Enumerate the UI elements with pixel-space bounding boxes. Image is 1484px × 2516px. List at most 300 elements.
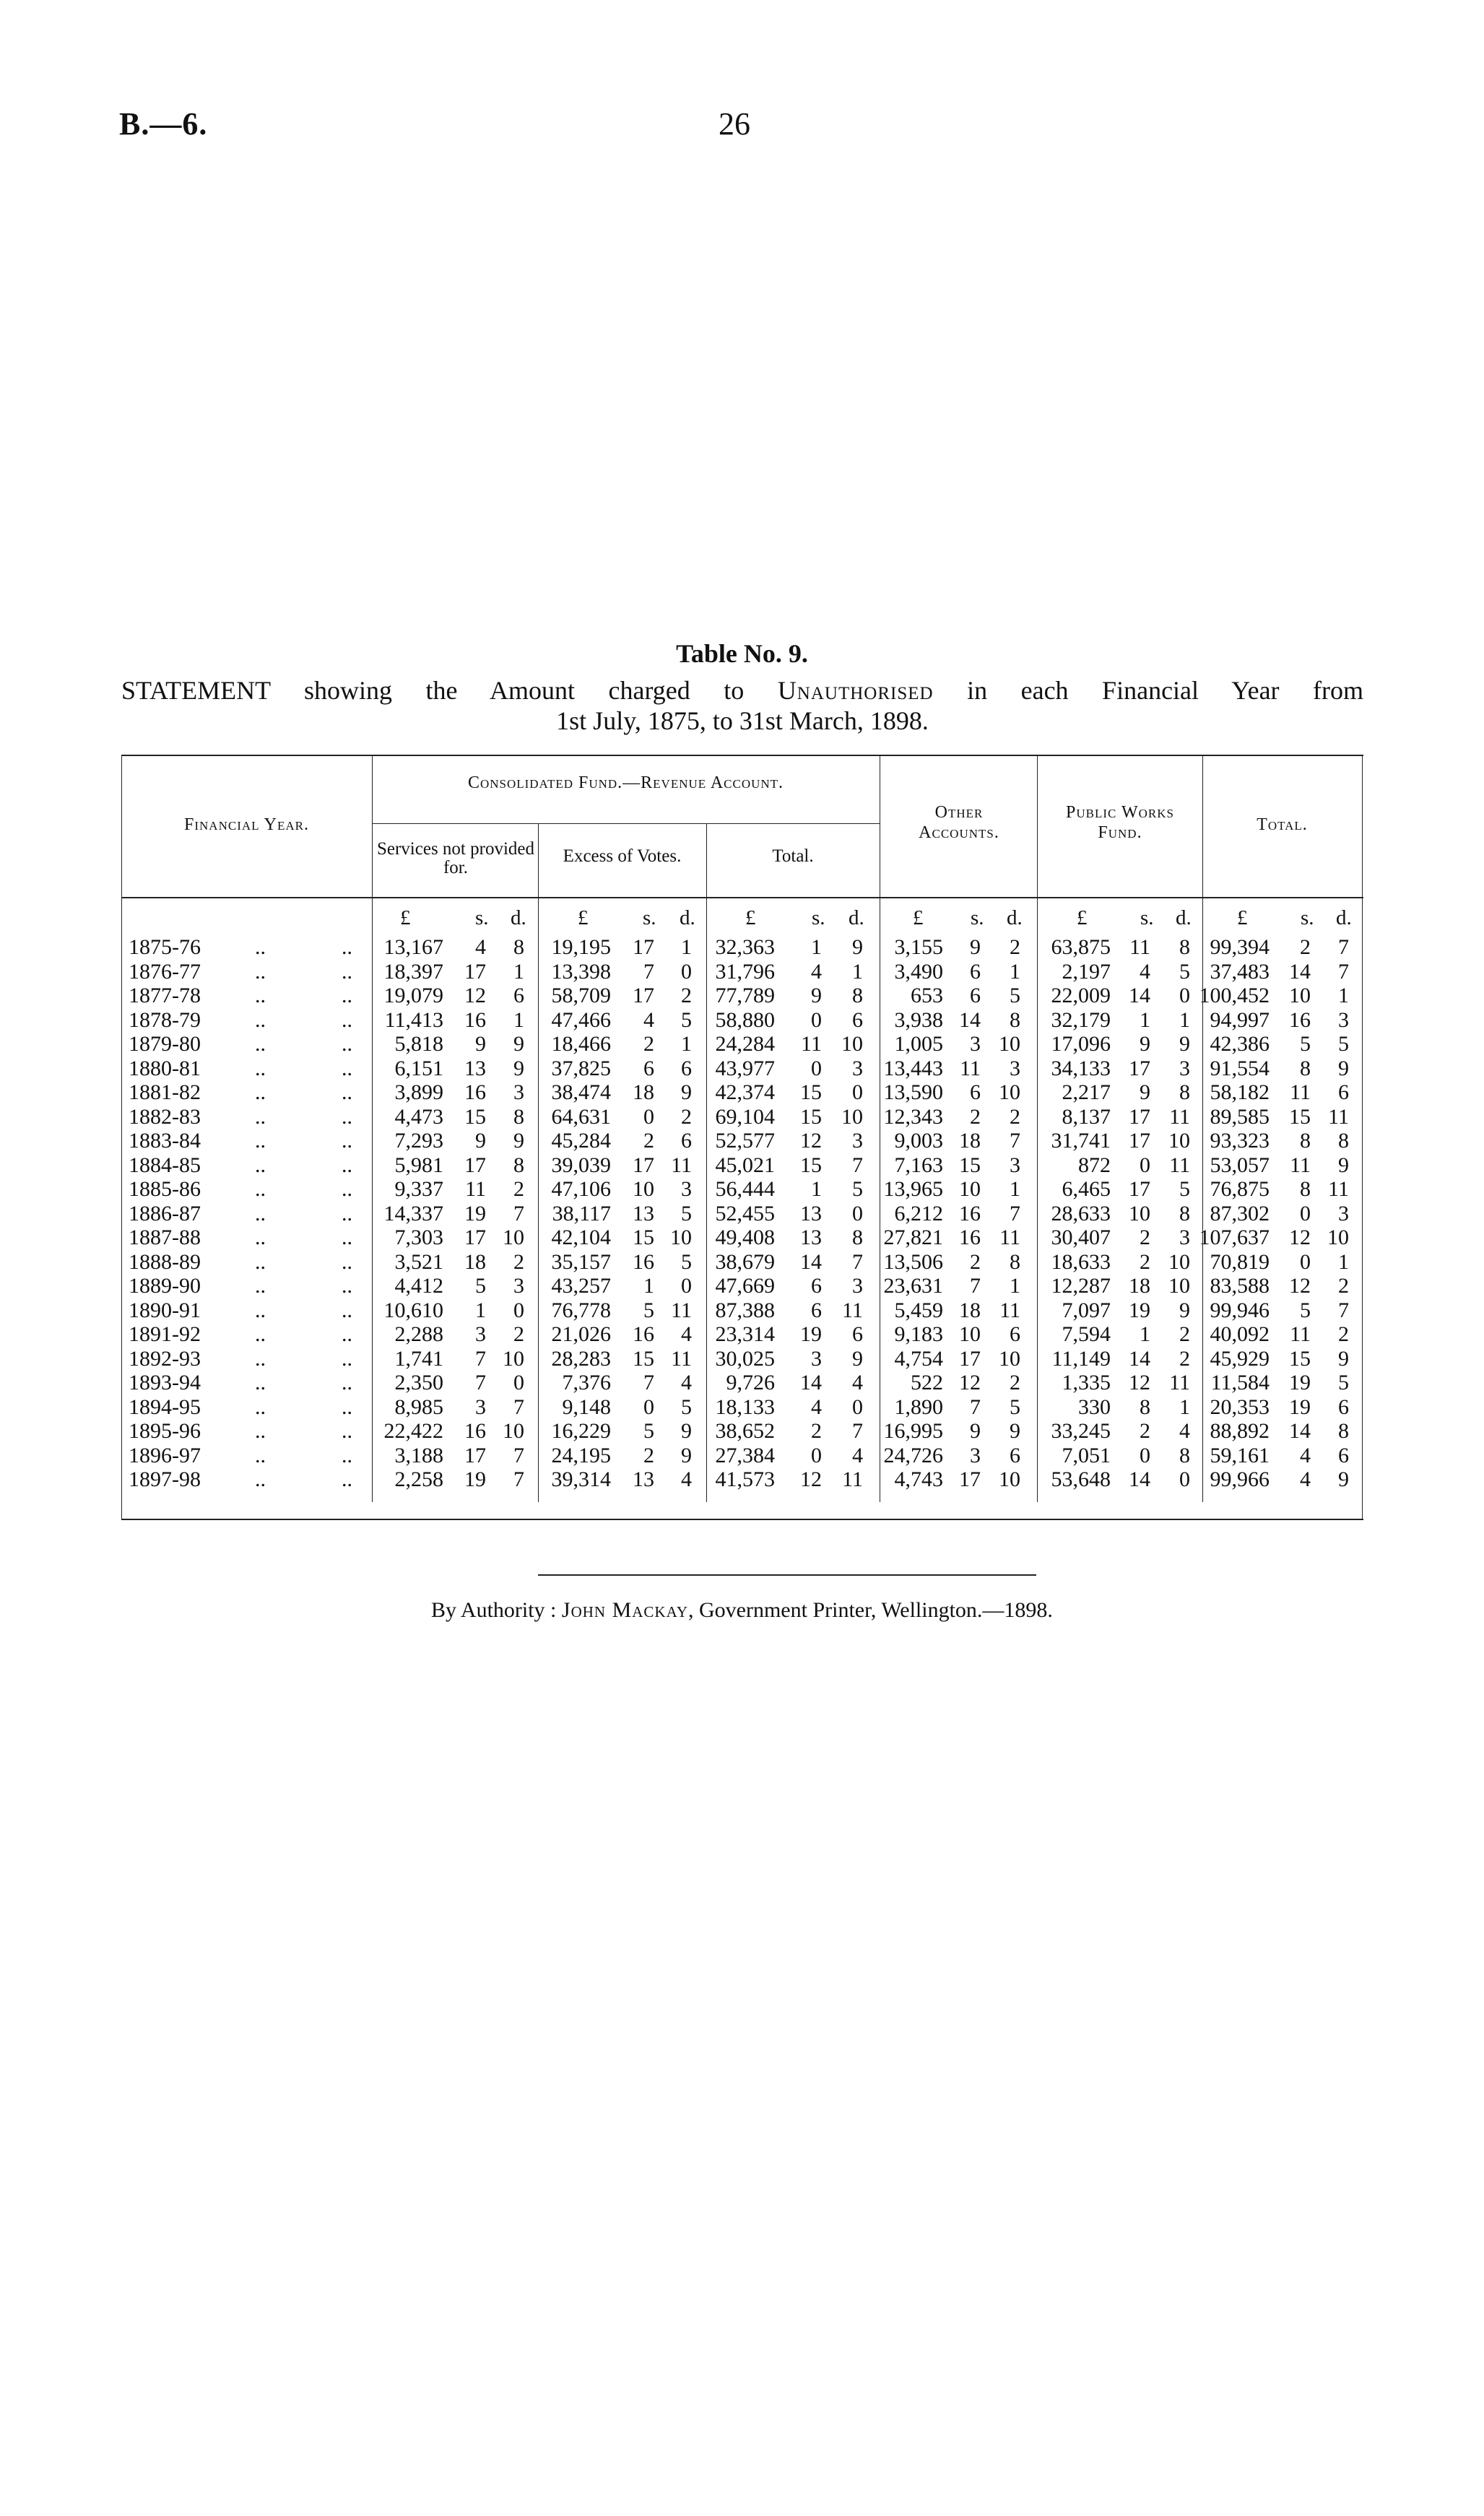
c4-pounds: 9,003: [894, 1129, 943, 1153]
c6-pence: 10: [1327, 1226, 1349, 1249]
c2-pounds: 38,117: [552, 1201, 611, 1226]
c1-pounds: 3,188: [394, 1443, 443, 1467]
c6-shillings: 12: [1289, 1274, 1311, 1298]
c6-pounds: 88,892: [1210, 1419, 1270, 1443]
c2-pounds: 24,195: [551, 1443, 611, 1467]
c3-shillings: 12: [800, 1129, 822, 1153]
c6-pounds: 45,929: [1210, 1346, 1270, 1371]
footer-rule: [538, 1574, 1036, 1576]
c5-pounds: 8,137: [1062, 1104, 1111, 1129]
unit-shilling: s.: [1140, 906, 1154, 929]
leader-dots: ..: [342, 935, 352, 959]
c4-pounds: 12,343: [883, 1104, 943, 1129]
c2-pence: 9: [681, 1080, 692, 1104]
imprint-printer-name: John Mackay: [561, 1598, 688, 1622]
c2-pence: 1: [681, 935, 692, 959]
c2-pence: 11: [671, 1298, 692, 1322]
leader-dots: ..: [342, 959, 352, 984]
c1-shillings: 17: [464, 1226, 486, 1249]
c1-shillings: 4: [475, 935, 486, 959]
c6-pounds: 100,452: [1199, 984, 1270, 1007]
c3-pounds: 58,880: [715, 1007, 775, 1032]
c2-pounds: 18,466: [551, 1032, 611, 1056]
leader-dots: ..: [255, 1467, 266, 1491]
c1-pence: 9: [513, 1056, 524, 1080]
c1-shillings: 15: [464, 1104, 486, 1129]
c2-pence: 9: [681, 1443, 692, 1467]
c4-shillings: 7: [970, 1274, 981, 1298]
leader-dots: ..: [342, 1104, 352, 1129]
c3-pounds: 30,025: [715, 1346, 775, 1371]
c5-shillings: 12: [1129, 1371, 1150, 1394]
c3-pence: 11: [842, 1467, 863, 1491]
leader-dots: ..: [342, 1346, 352, 1371]
c1-pounds: 5,981: [394, 1153, 443, 1177]
c3-pence: 10: [841, 1032, 863, 1056]
c3-pounds: 42,374: [715, 1080, 775, 1104]
c6-pounds: 107,637: [1199, 1226, 1270, 1249]
c5-pounds: 7,051: [1062, 1443, 1111, 1467]
c1-pounds: 13,167: [383, 935, 443, 959]
c5-shillings: 19: [1129, 1298, 1150, 1322]
c1-pounds: 2,288: [394, 1322, 443, 1346]
c1-shillings: 16: [464, 1080, 486, 1104]
c3-pounds: 47,669: [715, 1274, 775, 1298]
c6-pence: 8: [1338, 1129, 1349, 1153]
c1-shillings: 7: [475, 1371, 486, 1394]
unit-pound: £: [745, 906, 756, 929]
c2-shillings: 5: [643, 1419, 654, 1443]
c5-pence: 3: [1179, 1226, 1190, 1249]
c3-pence: 8: [852, 984, 863, 1007]
c1-pence: 3: [513, 1080, 524, 1104]
table-top-rule: [121, 755, 1363, 756]
c4-pounds: 16,995: [883, 1419, 943, 1443]
table-row: [121, 1250, 1363, 1274]
c4-shillings: 15: [959, 1153, 981, 1177]
c4-pence: 11: [999, 1298, 1020, 1322]
c3-pounds: 32,363: [715, 935, 775, 959]
c5-pounds: 12,287: [1051, 1274, 1111, 1298]
c2-shillings: 13: [633, 1467, 654, 1491]
c5-pence: 3: [1179, 1056, 1190, 1080]
c4-pounds: 13,506: [883, 1249, 943, 1274]
c2-pounds: 38,474: [551, 1080, 611, 1104]
c5-shillings: 0: [1140, 1153, 1150, 1177]
c1-pounds: 2,258: [394, 1467, 443, 1491]
c6-shillings: 14: [1289, 1419, 1311, 1443]
unit-shilling: s.: [971, 906, 984, 929]
leader-dots: ..: [342, 1153, 352, 1177]
c4-pence: 5: [1010, 984, 1020, 1007]
c3-pence: 7: [852, 1249, 863, 1274]
c4-shillings: 9: [970, 1419, 981, 1443]
c4-pounds: 1,890: [894, 1394, 943, 1419]
c5-shillings: 11: [1129, 935, 1150, 959]
c3-pence: 4: [852, 1443, 863, 1467]
c5-shillings: 18: [1129, 1274, 1150, 1298]
unit-pence: d.: [1336, 906, 1352, 929]
c4-pounds: 3,938: [894, 1007, 943, 1032]
financial-year-cell: 1876-77: [129, 959, 201, 984]
c1-pounds: 18,397: [383, 959, 443, 984]
c6-shillings: 15: [1289, 1104, 1311, 1129]
c5-pence: 9: [1179, 1298, 1190, 1322]
c2-shillings: 10: [633, 1177, 654, 1201]
c2-pounds: 45,284: [551, 1129, 611, 1153]
c2-pence: 9: [681, 1419, 692, 1443]
c2-pence: 2: [681, 984, 692, 1007]
c2-shillings: 1: [643, 1274, 654, 1298]
c4-pence: 9: [1010, 1419, 1020, 1443]
c2-shillings: 5: [643, 1298, 654, 1322]
c4-pence: 10: [999, 1080, 1020, 1104]
leader-dots: ..: [255, 1007, 266, 1032]
c6-shillings: 12: [1289, 1226, 1311, 1249]
c4-pence: 3: [1010, 1056, 1020, 1080]
leader-dots: ..: [255, 1298, 266, 1322]
c3-shillings: 13: [800, 1201, 822, 1226]
statement-word: STATEMENT: [121, 676, 271, 705]
c4-pounds: 4,743: [894, 1467, 943, 1491]
leader-dots: ..: [255, 1201, 266, 1226]
c3-pence: 0: [852, 1080, 863, 1104]
c4-shillings: 6: [970, 984, 981, 1007]
unit-pound: £: [1237, 906, 1248, 929]
c2-pence: 0: [681, 1274, 692, 1298]
c5-pence: 8: [1179, 1443, 1190, 1467]
leader-dots: ..: [255, 959, 266, 984]
c4-shillings: 3: [970, 1443, 981, 1467]
financial-year-cell: 1883-84: [129, 1129, 201, 1153]
table-title: Table No. 9.: [676, 639, 808, 668]
c3-pence: 6: [852, 1007, 863, 1032]
leader-dots: ..: [255, 1346, 266, 1371]
c2-pounds: 7,376: [562, 1371, 611, 1394]
c4-pounds: 653: [911, 984, 943, 1007]
caption-text-post: in each Financial Year from: [967, 676, 1364, 705]
c2-pounds: 13,398: [551, 959, 611, 984]
c5-pounds: 18,633: [1051, 1249, 1111, 1274]
c6-pence: 7: [1338, 935, 1349, 959]
c5-pounds: 1,335: [1062, 1371, 1111, 1394]
c5-pence: 2: [1179, 1322, 1190, 1346]
leader-dots: ..: [255, 1104, 266, 1129]
c6-pence: 9: [1338, 1467, 1349, 1491]
c1-pounds: 4,473: [394, 1104, 443, 1129]
c2-shillings: 16: [633, 1322, 654, 1346]
c4-pence: 1: [1010, 1177, 1020, 1201]
c5-shillings: 14: [1129, 984, 1150, 1007]
caption-unauthorised: Unauthorised: [777, 676, 934, 705]
header-consolidated-fund: Consolidated Fund.—Revenue Account.: [467, 773, 784, 792]
c6-shillings: 11: [1290, 1322, 1311, 1346]
c5-pence: 8: [1179, 935, 1190, 959]
c2-pence: 4: [681, 1467, 692, 1491]
table-row: [121, 1202, 1363, 1226]
c2-pence: 4: [681, 1371, 692, 1394]
c5-pence: 10: [1168, 1274, 1190, 1298]
c5-shillings: 9: [1140, 1032, 1150, 1056]
c4-pence: 2: [1010, 1371, 1020, 1394]
financial-year-cell: 1889-90: [129, 1274, 201, 1298]
c6-pounds: 83,588: [1210, 1274, 1270, 1298]
c3-pounds: 77,789: [715, 984, 775, 1007]
c6-pence: 5: [1338, 1371, 1349, 1394]
c4-shillings: 14: [959, 1007, 981, 1032]
c6-pounds: 93,323: [1210, 1129, 1270, 1153]
c1-pence: 9: [513, 1032, 524, 1056]
c3-pounds: 31,796: [715, 959, 775, 984]
c1-shillings: 3: [475, 1394, 486, 1419]
table-row: [121, 935, 1363, 959]
c1-pounds: 14,337: [383, 1201, 443, 1226]
c4-pence: 6: [1010, 1322, 1020, 1346]
unit-pound: £: [578, 906, 589, 929]
c6-pounds: 76,875: [1210, 1177, 1270, 1201]
financial-year-cell: 1877-78: [129, 984, 201, 1007]
caption-line-2: 1st July, 1875, to 31st March, 1898.: [556, 706, 929, 735]
c6-pence: 9: [1338, 1056, 1349, 1080]
c5-pence: 9: [1179, 1032, 1190, 1056]
c3-pence: 8: [852, 1226, 863, 1249]
c4-shillings: 16: [959, 1201, 981, 1226]
c5-pence: 8: [1179, 1201, 1190, 1226]
table-row: [121, 1371, 1363, 1394]
header-financial-year: Financial Year.: [184, 815, 309, 834]
table-row: [121, 1298, 1363, 1322]
c4-shillings: 3: [970, 1032, 981, 1056]
c5-shillings: 14: [1129, 1346, 1150, 1371]
leader-dots: ..: [255, 1274, 266, 1298]
financial-year-cell: 1884-85: [129, 1153, 201, 1177]
imprint-prefix: By Authority :: [431, 1598, 557, 1622]
c4-pence: 6: [1010, 1443, 1020, 1467]
c4-shillings: 11: [960, 1056, 981, 1080]
c6-pence: 1: [1338, 1249, 1349, 1274]
c1-pence: 2: [513, 1177, 524, 1201]
c2-pence: 3: [681, 1177, 692, 1201]
c4-shillings: 10: [959, 1177, 981, 1201]
c4-shillings: 18: [959, 1298, 981, 1322]
c5-pounds: 28,633: [1051, 1201, 1111, 1226]
c5-shillings: 1: [1140, 1007, 1150, 1032]
c4-pounds: 7,163: [894, 1153, 943, 1177]
financial-year-cell: 1875-76: [129, 935, 201, 959]
c4-shillings: 6: [970, 959, 981, 984]
c1-shillings: 19: [464, 1467, 486, 1491]
c5-pounds: 6,465: [1062, 1177, 1111, 1201]
c1-pence: 8: [513, 1153, 524, 1177]
c1-shillings: 1: [475, 1298, 486, 1322]
unit-pence: d.: [511, 906, 526, 929]
leader-dots: ..: [342, 1394, 352, 1419]
c4-pence: 8: [1010, 1249, 1020, 1274]
c3-pence: 4: [852, 1371, 863, 1394]
c5-pounds: 31,741: [1051, 1129, 1111, 1153]
c3-shillings: 3: [811, 1346, 822, 1371]
leader-dots: ..: [255, 1443, 266, 1467]
c2-pounds: 47,106: [551, 1177, 611, 1201]
c5-shillings: 17: [1129, 1056, 1150, 1080]
leader-dots: ..: [255, 1419, 266, 1443]
c1-pence: 1: [513, 959, 524, 984]
c4-pence: 11: [999, 1226, 1020, 1249]
c3-pence: 7: [852, 1153, 863, 1177]
c3-pounds: 27,384: [715, 1443, 775, 1467]
c6-shillings: 8: [1300, 1177, 1311, 1201]
c2-shillings: 17: [633, 1153, 654, 1177]
leader-dots: ..: [342, 1467, 352, 1491]
c3-shillings: 9: [811, 984, 822, 1007]
c5-shillings: 1: [1140, 1322, 1150, 1346]
c2-shillings: 16: [633, 1249, 654, 1274]
financial-year-cell: 1897-98: [129, 1467, 201, 1491]
table-row: [121, 1467, 1363, 1491]
c3-pounds: 45,021: [715, 1153, 775, 1177]
c4-pounds: 13,443: [883, 1056, 943, 1080]
c3-shillings: 19: [800, 1322, 822, 1346]
c3-pounds: 69,104: [715, 1104, 775, 1129]
c1-pounds: 3,521: [394, 1249, 443, 1274]
unit-pence: d.: [849, 906, 864, 929]
c1-pounds: 1,741: [394, 1346, 443, 1371]
financial-year-cell: 1881-82: [129, 1080, 201, 1104]
c6-pence: 2: [1338, 1322, 1349, 1346]
c6-pounds: 99,966: [1210, 1467, 1270, 1491]
leader-dots: ..: [255, 1226, 266, 1249]
c1-pence: 10: [503, 1346, 524, 1371]
c3-pounds: 49,408: [715, 1226, 775, 1249]
c5-pounds: 11,149: [1051, 1346, 1111, 1371]
c6-shillings: 11: [1290, 1080, 1311, 1104]
leader-dots: ..: [255, 1056, 266, 1080]
c3-pence: 5: [852, 1177, 863, 1201]
financial-year-cell: 1888-89: [129, 1249, 201, 1274]
c3-pence: 7: [852, 1419, 863, 1443]
c5-pounds: 30,407: [1051, 1226, 1111, 1249]
c3-pounds: 38,679: [715, 1249, 775, 1274]
c2-pounds: 28,283: [551, 1346, 611, 1371]
table-row: [121, 1419, 1363, 1443]
leader-dots: ..: [342, 1056, 352, 1080]
c1-pounds: 7,293: [394, 1129, 443, 1153]
unit-pound: £: [913, 906, 924, 929]
c2-pence: 4: [681, 1322, 692, 1346]
leader-dots: ..: [255, 1177, 266, 1201]
c2-pence: 2: [681, 1104, 692, 1129]
page-header: [0, 105, 1484, 149]
c3-shillings: 14: [800, 1371, 822, 1394]
c2-pounds: 21,026: [551, 1322, 611, 1346]
c1-shillings: 19: [464, 1201, 486, 1226]
leader-dots: ..: [342, 1080, 352, 1104]
c6-shillings: 0: [1300, 1201, 1311, 1226]
c4-shillings: 17: [959, 1346, 981, 1371]
c6-shillings: 11: [1290, 1153, 1311, 1177]
c2-pence: 6: [681, 1056, 692, 1080]
c1-shillings: 17: [464, 1443, 486, 1467]
leader-dots: ..: [342, 1129, 352, 1153]
leader-dots: ..: [255, 1394, 266, 1419]
table-row: [121, 1347, 1363, 1371]
c6-pounds: 53,057: [1210, 1153, 1270, 1177]
c3-pence: 9: [852, 935, 863, 959]
leader-dots: ..: [342, 1371, 352, 1394]
unit-shilling: s.: [643, 906, 656, 929]
c2-pence: 5: [681, 1201, 692, 1226]
c3-pence: 0: [852, 1394, 863, 1419]
c2-pence: 5: [681, 1007, 692, 1032]
c4-pence: 10: [999, 1467, 1020, 1491]
c6-shillings: 19: [1289, 1371, 1311, 1394]
statement-table: [121, 755, 1363, 1524]
financial-year-cell: 1882-83: [129, 1104, 201, 1129]
c4-pence: 10: [999, 1346, 1020, 1371]
c1-pence: 7: [513, 1467, 524, 1491]
caption-line-1: [121, 675, 1363, 706]
c1-pence: 7: [513, 1394, 524, 1419]
c5-pounds: 17,096: [1051, 1032, 1111, 1056]
c6-pounds: 94,997: [1210, 1007, 1270, 1032]
c2-shillings: 6: [643, 1056, 654, 1080]
c2-shillings: 2: [643, 1032, 654, 1056]
c6-shillings: 5: [1300, 1032, 1311, 1056]
c3-pence: 0: [852, 1201, 863, 1226]
c5-pence: 4: [1179, 1419, 1190, 1443]
c1-pounds: 11,413: [384, 1007, 443, 1032]
c5-pence: 11: [1169, 1371, 1190, 1394]
c3-shillings: 6: [811, 1298, 822, 1322]
c1-pounds: 19,079: [383, 984, 443, 1007]
leader-dots: ..: [255, 984, 266, 1007]
c1-pence: 9: [513, 1129, 524, 1153]
c1-pence: 6: [513, 984, 524, 1007]
c4-pounds: 13,590: [883, 1080, 943, 1104]
c5-pence: 0: [1179, 984, 1190, 1007]
c6-shillings: 10: [1289, 984, 1311, 1007]
c1-shillings: 17: [464, 959, 486, 984]
header-excess-of-votes: Excess of Votes.: [563, 846, 682, 866]
c5-pounds: 22,009: [1051, 984, 1111, 1007]
c3-pounds: 24,284: [715, 1032, 775, 1056]
c1-pence: 10: [503, 1419, 524, 1443]
c6-pence: 7: [1338, 959, 1349, 984]
c5-pounds: 2,217: [1062, 1080, 1111, 1104]
c2-shillings: 17: [633, 984, 654, 1007]
c3-shillings: 2: [811, 1419, 822, 1443]
leader-dots: ..: [342, 1177, 352, 1201]
c1-pence: 0: [513, 1298, 524, 1322]
c6-pounds: 99,946: [1210, 1298, 1270, 1322]
c2-shillings: 13: [633, 1201, 654, 1226]
c1-pence: 10: [503, 1226, 524, 1249]
table-row: [121, 984, 1363, 1007]
c6-pence: 6: [1338, 1394, 1349, 1419]
c2-shillings: 0: [643, 1104, 654, 1129]
c3-shillings: 4: [811, 1394, 822, 1419]
c4-shillings: 2: [970, 1104, 981, 1129]
c3-shillings: 1: [811, 935, 822, 959]
c5-shillings: 2: [1140, 1419, 1150, 1443]
c4-shillings: 2: [970, 1249, 981, 1274]
c1-pence: 7: [513, 1443, 524, 1467]
c1-pence: 8: [513, 935, 524, 959]
c1-shillings: 13: [464, 1056, 486, 1080]
consolidated-subheader-rule: [372, 823, 880, 824]
c6-pence: 6: [1338, 1080, 1349, 1104]
c4-pounds: 23,631: [883, 1274, 943, 1298]
